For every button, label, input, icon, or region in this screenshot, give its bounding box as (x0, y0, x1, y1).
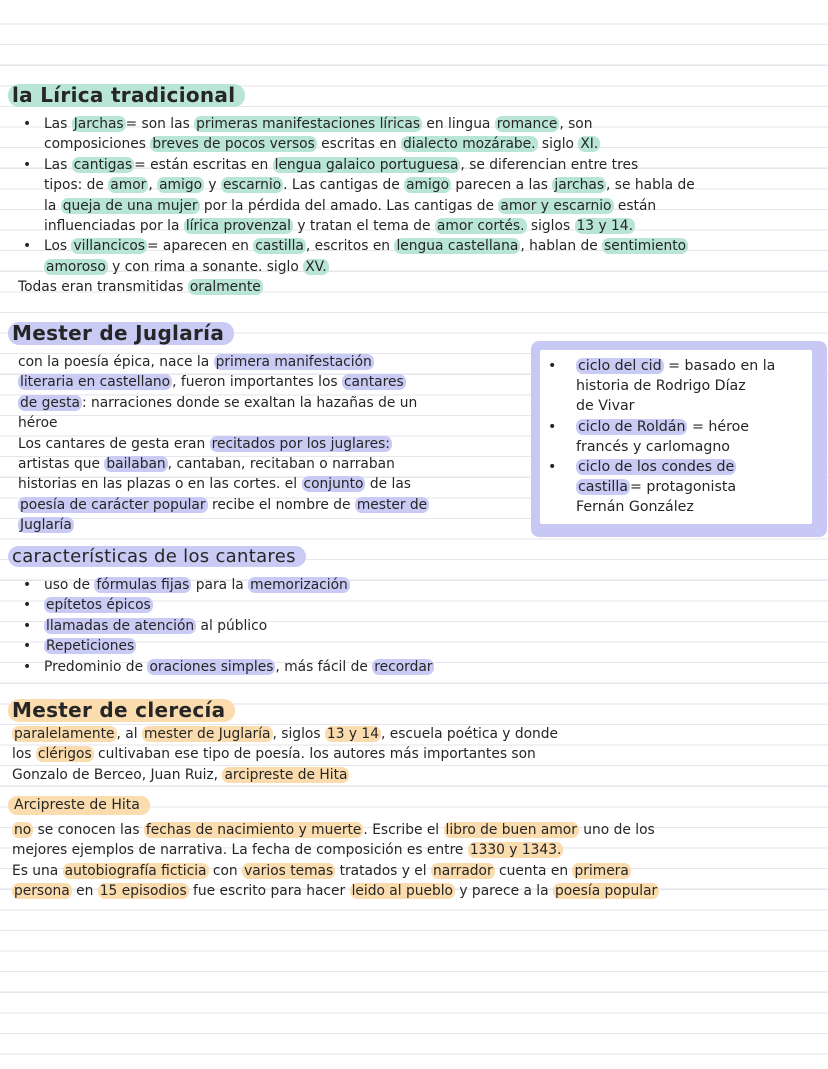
arcipreste-body (12, 820, 659, 902)
ciclos-list (540, 356, 775, 518)
clerecia-line: los clérigos cultivaban ese tipo de poesía. los autores más importantes son (12, 746, 536, 763)
clerecia-body (12, 724, 558, 785)
list-item: • epítetos épicos (14, 595, 434, 615)
juglaria-line: historias en las plazas o en las cortes. el conjunto de las (18, 476, 411, 493)
list-item-cantigas-cont: influenciadas por la lírica provenzal y tratan el tema de amor cortés. siglos 13 y 14. (44, 218, 633, 235)
juglaria-line: con la poesía épica, nace la primera manifestación (18, 354, 372, 370)
section-title-caracteristicas: características de los cantares (8, 546, 306, 567)
list-item-jarchas: • Las Jarchas = son las primeras manifestaciones líricas en lingua romance , son (14, 114, 695, 134)
section-title-clerecia: Mester de clerecía (8, 699, 235, 722)
list-item-cantigas-cont: tipos: de amor , amigo y escarnio . Las cantigas de amigo parecen a las jarchas , se habla de (44, 177, 695, 194)
list-item-ciclo-roldan: • ciclo de Roldán = héroe (540, 417, 775, 437)
list-item-jarchas-cont: composiciones breves de pocos versos escritas en dialecto mozárabe. siglo XI. (44, 136, 599, 153)
juglaria-body (18, 352, 429, 536)
list-item-ciclo-condes-cont: castilla = protagonista (578, 479, 737, 496)
arcipreste-line: no se conocen las fechas de nacimiento y muerte . Escribe el libro de buen amor uno de los (14, 822, 655, 838)
list-item-cantigas: • Las cantigas = están escritas en lengua galaico portuguesa , se diferencian entre tres (14, 155, 695, 175)
list-item-ciclo-condes-cont: Fernán González (576, 499, 694, 516)
juglaria-line: artistas que bailaban , cantaban, recitaban o narraban (18, 456, 395, 473)
juglaria-line: Juglaría (20, 517, 72, 534)
juglaria-line: poesía de carácter popular recibe el nombre de mester de (20, 496, 428, 513)
lirica-footer: Todas eran transmitidas oralmente (18, 279, 261, 296)
list-item-ciclo-cid: • ciclo del cid = basado en la (540, 356, 775, 376)
list-item: • Predominio de oraciones simples , más fácil de recordar (14, 657, 434, 677)
list-item: • uso de fórmulas fijas para la memorización (14, 575, 434, 595)
clerecia-line: paralelamente , al mester de Juglaría , siglos 13 y 14 , escuela poética y donde (14, 726, 559, 742)
list-item-ciclo-condes: • ciclo de los condes de (540, 457, 775, 477)
list-item-ciclo-cid-cont: historia de Rodrigo Díaz (576, 378, 746, 395)
list-item: • llamadas de atención al público (14, 616, 434, 636)
list-item-villancicos-cont: amoroso y con rima a sonante. siglo XV. (46, 258, 327, 275)
list-item-ciclo-cid-cont: de Vivar (576, 398, 635, 415)
list-item-cantigas-cont: la queja de una mujer por la pérdida del amado. Las cantigas de amor y escarnio están (44, 197, 657, 214)
juglaria-line: literaria en castellano , fueron importantes los cantares (20, 374, 404, 391)
section-title-juglaria: Mester de Juglaría (8, 322, 234, 345)
clerecia-line: Gonzalo de Berceo, Juan Ruiz, arcipreste de Hita (12, 766, 348, 783)
section-title-arcipreste: Arcipreste de Hita (8, 796, 150, 815)
juglaria-line: de gesta : narraciones donde se exaltan la hazañas de un (20, 394, 418, 411)
arcipreste-line: Es una autobiografía ficticia con varios temas tratados y el narrador cuenta en primera (12, 862, 629, 879)
lirica-body (14, 114, 695, 298)
section-title-lirica: la Lírica tradicional (8, 84, 245, 107)
arcipreste-line: mejores ejemplos de narrativa. La fecha de composición es entre 1330 y 1343. (12, 842, 562, 859)
juglaria-line: Los cantares de gesta eran recitados por los juglares: (18, 435, 390, 452)
list-item: • Repeticiones (14, 636, 434, 656)
juglaria-line: héroe (18, 415, 58, 432)
list-item-ciclo-roldan-cont: francés y carlomagno (576, 438, 730, 455)
list-item-villancicos: • Los villancicos = aparecen en castilla , escritos en lengua castellana , hablan de sentimiento (14, 236, 695, 256)
caracteristicas-list (14, 575, 434, 677)
arcipreste-line: persona en 15 episodios fue escrito para hacer leido al pueblo y parece a la poesía popular (14, 883, 658, 900)
